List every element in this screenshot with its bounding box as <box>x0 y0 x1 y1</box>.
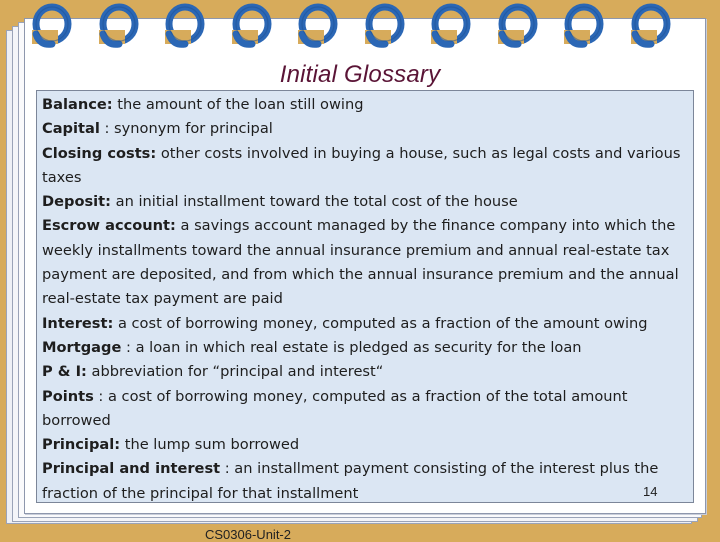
glossary-term: P & I: <box>42 363 87 381</box>
glossary-term: Deposit: <box>42 193 111 211</box>
glossary-term: Mortgage <box>42 338 122 356</box>
spiral-ring-icon <box>97 0 143 54</box>
glossary-definition: : synonym for principal <box>104 120 273 138</box>
spiral-ring-icon <box>629 0 675 54</box>
spiral-ring-icon <box>296 0 342 54</box>
spiral-ring-icon <box>230 0 276 54</box>
slide-title: Initial Glossary <box>279 61 441 88</box>
glossary-definition: the amount of the loan still owing <box>117 96 364 113</box>
glossary-entry <box>42 117 683 141</box>
glossary-definition: : an installment payment consisting of the interest plus the fraction of the principal for that installment <box>42 460 659 502</box>
glossary-definition: a cost of borrowing money, computed as a fraction of the amount owing <box>117 314 648 332</box>
glossary-entry <box>42 214 683 311</box>
glossary-entry <box>42 312 683 336</box>
spiral-ring-icon <box>496 0 542 54</box>
glossary-entry <box>42 142 683 191</box>
glossary-entry <box>42 433 683 457</box>
glossary-box <box>36 90 694 503</box>
glossary-term: Principal and interest <box>42 460 221 478</box>
glossary-entry <box>42 457 683 506</box>
footer-text: CS0306-Unit-2 <box>205 527 291 542</box>
glossary-term: Points <box>42 387 94 405</box>
glossary-definition: the lump sum borrowed <box>124 436 300 454</box>
glossary-term: Interest: <box>42 314 114 332</box>
glossary-definition: a savings account managed by the finance company into which the weekly installments toward the annual insurance premium and annual real-estate tax payment are deposited, and from which the annual insurance premium and the annual real-estate tax payment are paid <box>42 217 679 308</box>
glossary-term: Principal: <box>42 436 121 454</box>
glossary-entry <box>42 93 683 117</box>
spiral-binding <box>30 0 720 54</box>
glossary-list <box>42 93 683 506</box>
glossary-definition: other costs involved in buying a house, such as legal costs and various taxes <box>42 144 681 186</box>
slide-number: 14 <box>643 484 658 499</box>
spiral-ring-icon <box>163 0 209 54</box>
spiral-ring-icon <box>30 0 76 54</box>
spiral-ring-icon <box>429 0 475 54</box>
glossary-term: Capital <box>42 120 100 138</box>
glossary-definition: : a cost of borrowing money, computed as a fraction of the total amount borrowed <box>42 387 628 429</box>
spiral-ring-icon <box>363 0 409 54</box>
glossary-entry <box>42 385 683 434</box>
glossary-term: Balance: <box>42 96 113 113</box>
glossary-entry <box>42 190 683 214</box>
glossary-definition: : a loan in which real estate is pledged as security for the loan <box>126 338 582 356</box>
spiral-ring-icon <box>562 0 608 54</box>
glossary-entry <box>42 360 683 384</box>
glossary-term: Escrow account: <box>42 217 176 235</box>
glossary-definition: abbreviation for “principal and interest“ <box>91 363 384 381</box>
glossary-term: Closing costs: <box>42 144 157 162</box>
glossary-entry <box>42 336 683 360</box>
glossary-definition: an initial installment toward the total cost of the house <box>115 193 518 211</box>
